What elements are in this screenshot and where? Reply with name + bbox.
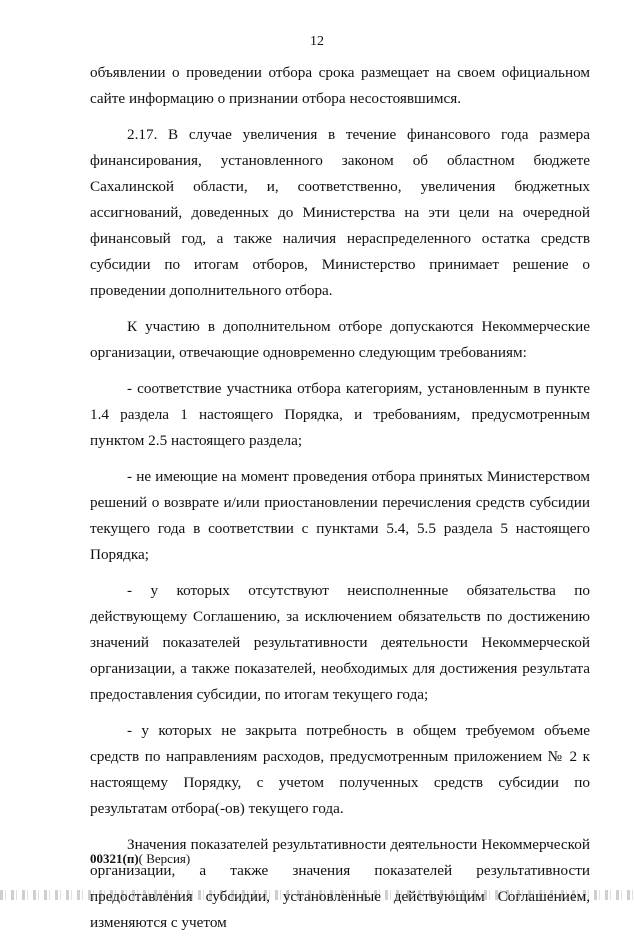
requirement-item: - соответствие участника отбора категориям, установленным в пункте 1.4 раздела 1 настоящего Порядка, и требованиям, предусмотренным пунктом 2.5 настоящего раздела;: [90, 380, 590, 449]
paragraph-indicator-values: Значения показателей результативности деятельности Некоммерческой организации, а также значения показателей результативности предоставления субсидии, установленные действующим Соглашением, изменяются с учетом: [90, 836, 590, 931]
document-footer: [90, 851, 190, 867]
paragraph-additional-selection: К участию в дополнительном отборе допускаются Некоммерческие организации, отвечающие одновременно следующим требованиям:: [90, 318, 590, 361]
document-body: [90, 60, 590, 946]
document-version: ( Версия): [138, 851, 191, 866]
requirement-item: - у которых отсутствуют неисполненные обязательства по действующему Соглашению, за исключением обязательств по достижению значений показателей результативности деятельности Некоммерческой организации, а также показателей, необходимых для достижения результата предоставления субсидии, по итогам текущего года;: [90, 582, 590, 703]
requirement-item: - у которых не закрыта потребность в общем требуемом объеме средств по направлениям расходов, предусмотренным приложением № 2 к настоящему Порядку, с учетом полученных средств субсидии по результатам отбора(-ов) текущего года.: [90, 722, 590, 817]
document-code: 00321(п): [90, 851, 139, 866]
paragraph-continuation: объявлении о проведении отбора срока размещает на своем официальном сайте информацию о признании отбора несостоявшимся.: [90, 64, 590, 107]
page-number: 12: [310, 34, 324, 49]
paragraph-2-17: 2.17. В случае увеличения в течение финансового года размера финансирования, установленного законом об областном бюджете Сахалинской области, и, соответственно, увеличения бюджетных ассигнований, доведенных до Министерства на эти цели на очередной финансовый год, а также наличия нераспределенного остатка средств субсидии по итогам отборов, Министерство принимает решение о проведении дополнительного отбора.: [90, 126, 590, 299]
requirement-item: - не имеющие на момент проведения отбора принятых Министерством решений о возврате и/или приостановлении перечисления средств субсидии текущего года в соответствии с пунктами 5.4, 5.5 раздела 5 настоящего Порядка;: [90, 468, 590, 563]
scan-artifact-strip: [0, 890, 634, 900]
